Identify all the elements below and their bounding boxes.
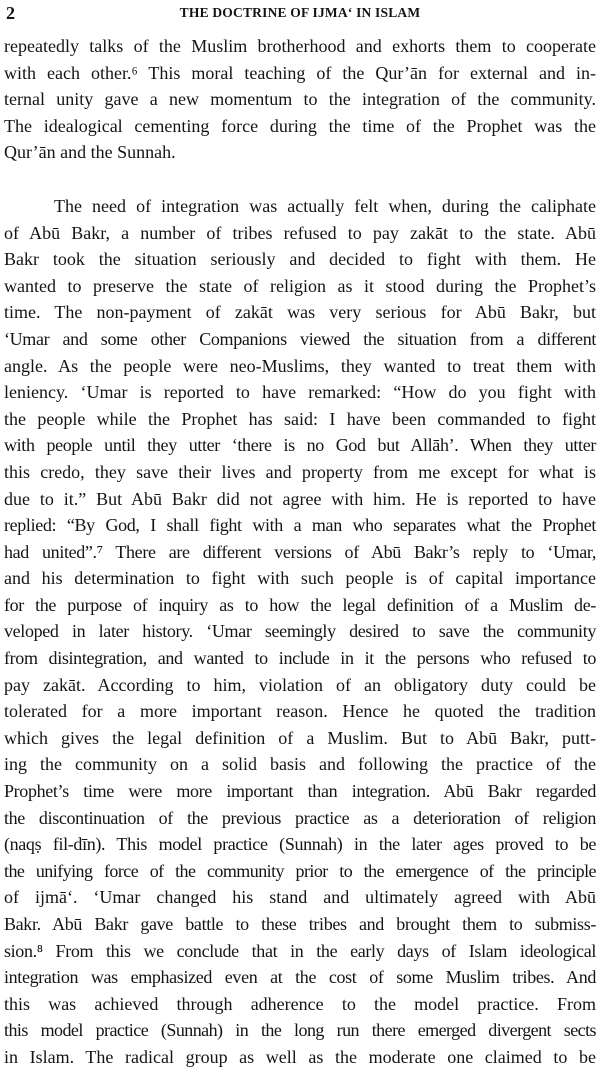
text-line: this credo, they save their lives and property from me except for what is [4, 461, 596, 482]
text-line: of ijmā‘. ‘Umar changed his stand and ultimately agreed with Abū [4, 887, 596, 908]
page-header [4, 2, 596, 26]
text-line: Prophet’s time were more important than integration. Abū Bakr regarded [4, 781, 596, 802]
text-line: with each other.⁶ This moral teaching of the Qur’ān for external and in- [4, 62, 596, 83]
body-text [4, 33, 596, 1071]
text-line: in Islam. The radical group as well as the moderate one claimed to be [4, 1046, 596, 1067]
text-line: which gives the legal definition of a Muslim. But to Abū Bakr, putt- [4, 727, 596, 748]
text-line: angle. As the people were neo-Muslims, they wanted to treat them with [4, 355, 596, 376]
text-line: integration was emphasized even at the cost of some Muslim tribes. And [4, 967, 596, 988]
text-line: the people while the Prophet has said: I have been commanded to fight [4, 408, 596, 429]
text-line: ing the community on a solid basis and following the practice of the [4, 754, 596, 775]
text-line: ternal unity gave a new momentum to the integration of the community. [4, 89, 596, 110]
text-line: time. The non-payment of zakāt was very serious for Abū Bakr, but [4, 302, 596, 323]
text-line: ‘Umar and some other Companions viewed the situation from a different [4, 328, 596, 349]
text-line: tolerated for a more important reason. Hence he quoted the tradition [4, 701, 596, 722]
text-line: pay zakāt. According to him, violation of an obligatory duty could be [4, 674, 596, 695]
text-line: this was achieved through adherence to the model practice. From [4, 993, 596, 1014]
text-line: sion.⁸ From this we conclude that in the early days of Islam ideological [4, 940, 596, 961]
text-line: Bakr. Abū Bakr gave battle to these tribes and brought them to submiss- [4, 914, 596, 934]
text-line: Bakr took the situation seriously and decided to fight with them. He [4, 249, 596, 270]
text-line: wanted to preserve the state of religion as it stood during the Prophet’s [4, 275, 596, 296]
text-line: veloped in later history. ‘Umar seemingly desired to save the community [4, 621, 596, 642]
text-line: the discontinuation of the previous practice as a deterioration of religion [4, 807, 596, 828]
text-line: due to it.” But Abū Bakr did not agree with him. He is reported to have [4, 488, 596, 509]
text-line: had united”.⁷ There are different versions of Abū Bakr’s reply to ‘Umar, [4, 541, 596, 562]
text-line: replied: “By God, I shall fight with a man who separates what the Prophet [4, 515, 596, 536]
text-line: from disintegration, and wanted to include in it the persons who refused to [4, 648, 596, 669]
text-line: with people until they utter ‘there is no God but Allāh’. When they utter [4, 435, 596, 456]
paragraph-1 [4, 33, 596, 166]
paragraph-2 [4, 193, 596, 1071]
text-line: repeatedly talks of the Muslim brotherhood and exhorts them to cooperate [4, 36, 596, 56]
text-line: for the purpose of inquiry as to how the legal definition of a Muslim de- [4, 594, 596, 615]
text-line: The need of integration was actually felt when, during the caliphate [54, 195, 596, 216]
text-line: (naqṣ fil-dīn). This model practice (Sunnah) in the later ages proved to be [4, 834, 596, 855]
text-line: Qur’ān and the Sunnah. [4, 142, 176, 163]
text-line: leniency. ‘Umar is reported to have remarked: “How do you fight with [4, 382, 596, 403]
text-line: The idealogical cementing force during the time of the Prophet was the [4, 115, 596, 136]
page-number: 2 [6, 3, 15, 23]
text-line: the unifying force of the community prior to the emergence of the principle [4, 860, 596, 881]
text-line: and his determination to fight with such people is of capital importance [4, 568, 596, 589]
text-line: this model practice (Sunnah) in the long run there emerged divergent sects [4, 1020, 596, 1041]
text-line: of Abū Bakr, a number of tribes refused to pay zakāt to the state. Abū [4, 222, 596, 243]
running-head: THE DOCTRINE OF IJMA‘ IN ISLAM [179, 5, 421, 20]
